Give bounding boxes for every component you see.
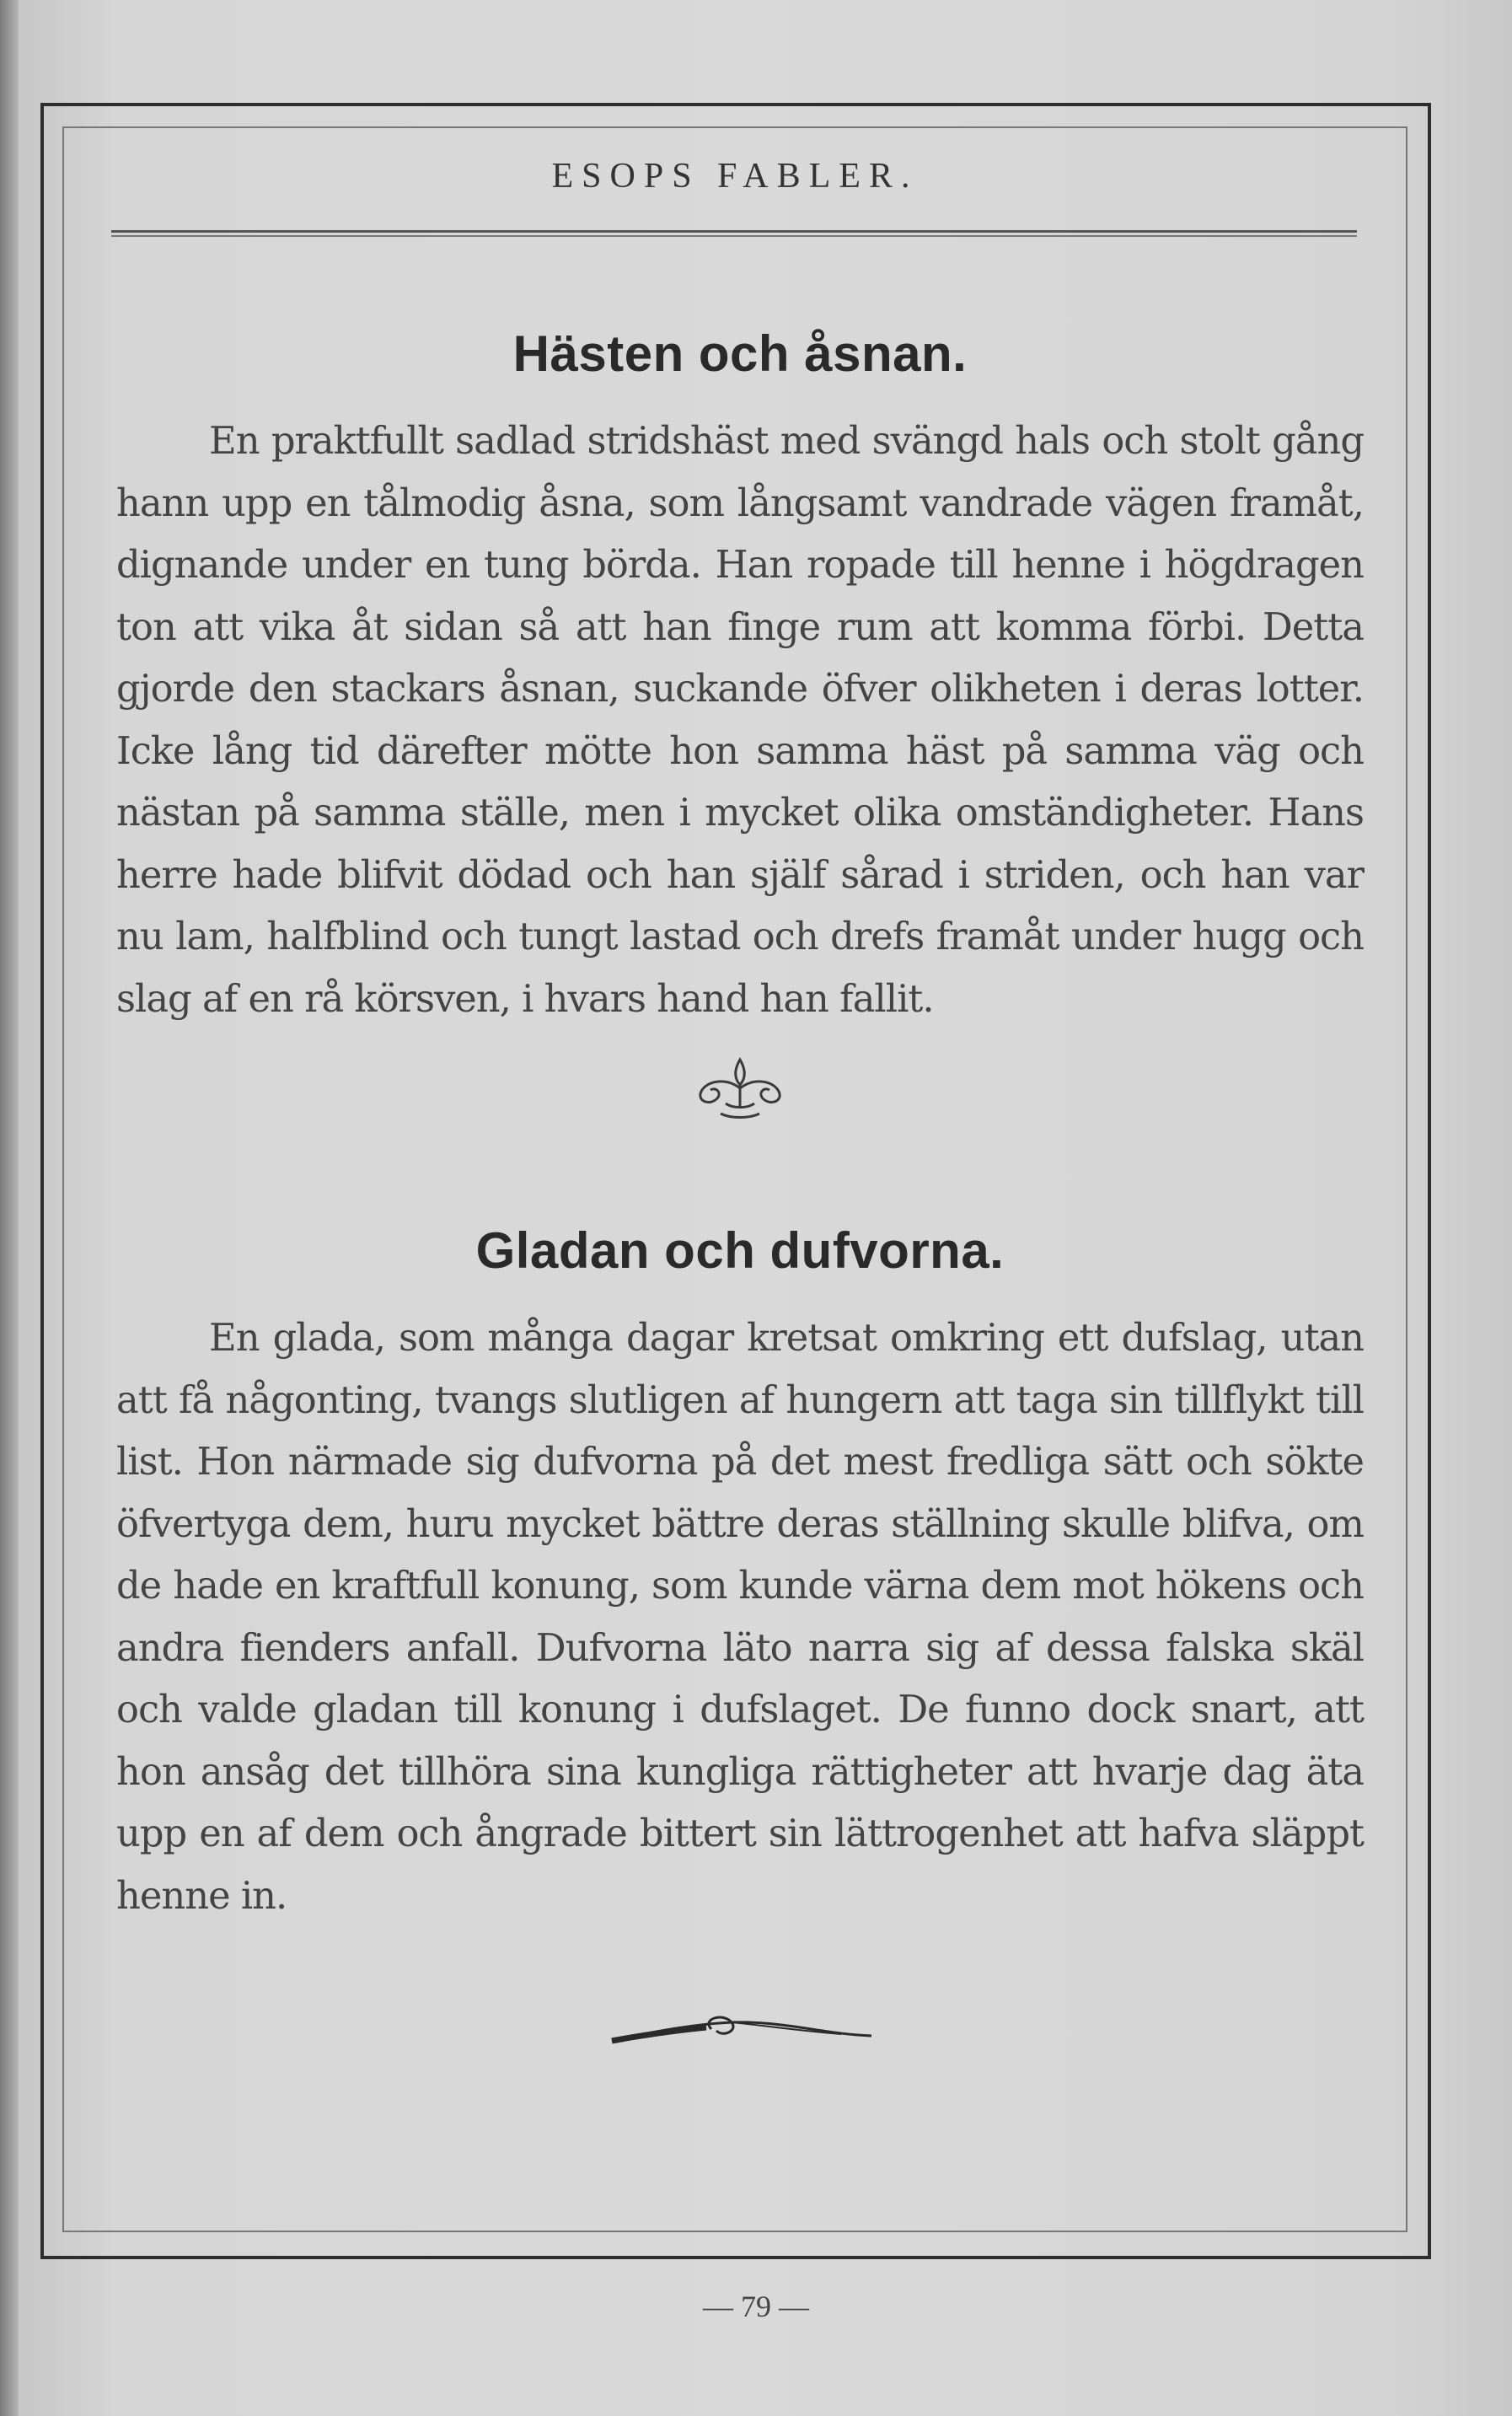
fable-title: Gladan och dufvorna. <box>475 1222 1005 1279</box>
header-double-rule <box>111 230 1357 237</box>
fable-text: En glada, som många dagar kretsat omkring ett dufslag, utan att få någonting, tvangs slutligen af hungern att taga sin tillflykt till list. Hon närmade sig dufvorna på det mest fredliga sätt och sökte öfvertyga dem, huru mycket bättre deras ställning skulle blifva, om de hade en kraftfull konung, som kunde värna dem mot hökens och andra fienders anfall. Dufvorna läto narra sig af dessa falska skäl och valde gladan till konung i dufslaget. De funno dock snart, att hon ansåg det tillhöra sina kungliga rättigheter att hvarje dag äta upp en af dem och ångrade bittert sin lättrogenhet att hafva släppt henne in. <box>116 1315 1364 1918</box>
fable-title: Hästen och åsnan. <box>512 325 968 382</box>
page-number: — 79 — <box>703 2290 809 2323</box>
fleuron-ornament <box>668 1055 812 1122</box>
tailpiece-ornament <box>605 2002 875 2053</box>
page-content <box>116 325 1364 2053</box>
book-binding-edge <box>0 0 19 2416</box>
fable-text: En praktfullt sadlad stridshäst med svängd hals och stolt gång hann upp en tålmodig åsna, som långsamt vandrade vägen framåt, dignande under en tung börda. Han ropade till henne i högdragen ton att vika åt sidan så att han finge rum att komma förbi. Detta gjorde den stackars åsnan, suckande öfver olikheten i deras lotter. Icke lång tid därefter mötte hon samma häst på samma väg och nästan på samma ställe, men i mycket olika omständigheter. Hans herre hade blifvit dödad och han själf sårad i striden, och han var nu lam, halfblind och tungt lastad och drefs framåt under hugg och slag af en rå körsven, i hvars hand han fallit. <box>116 418 1364 1021</box>
running-title: ESOPS FABLER. <box>551 157 919 196</box>
